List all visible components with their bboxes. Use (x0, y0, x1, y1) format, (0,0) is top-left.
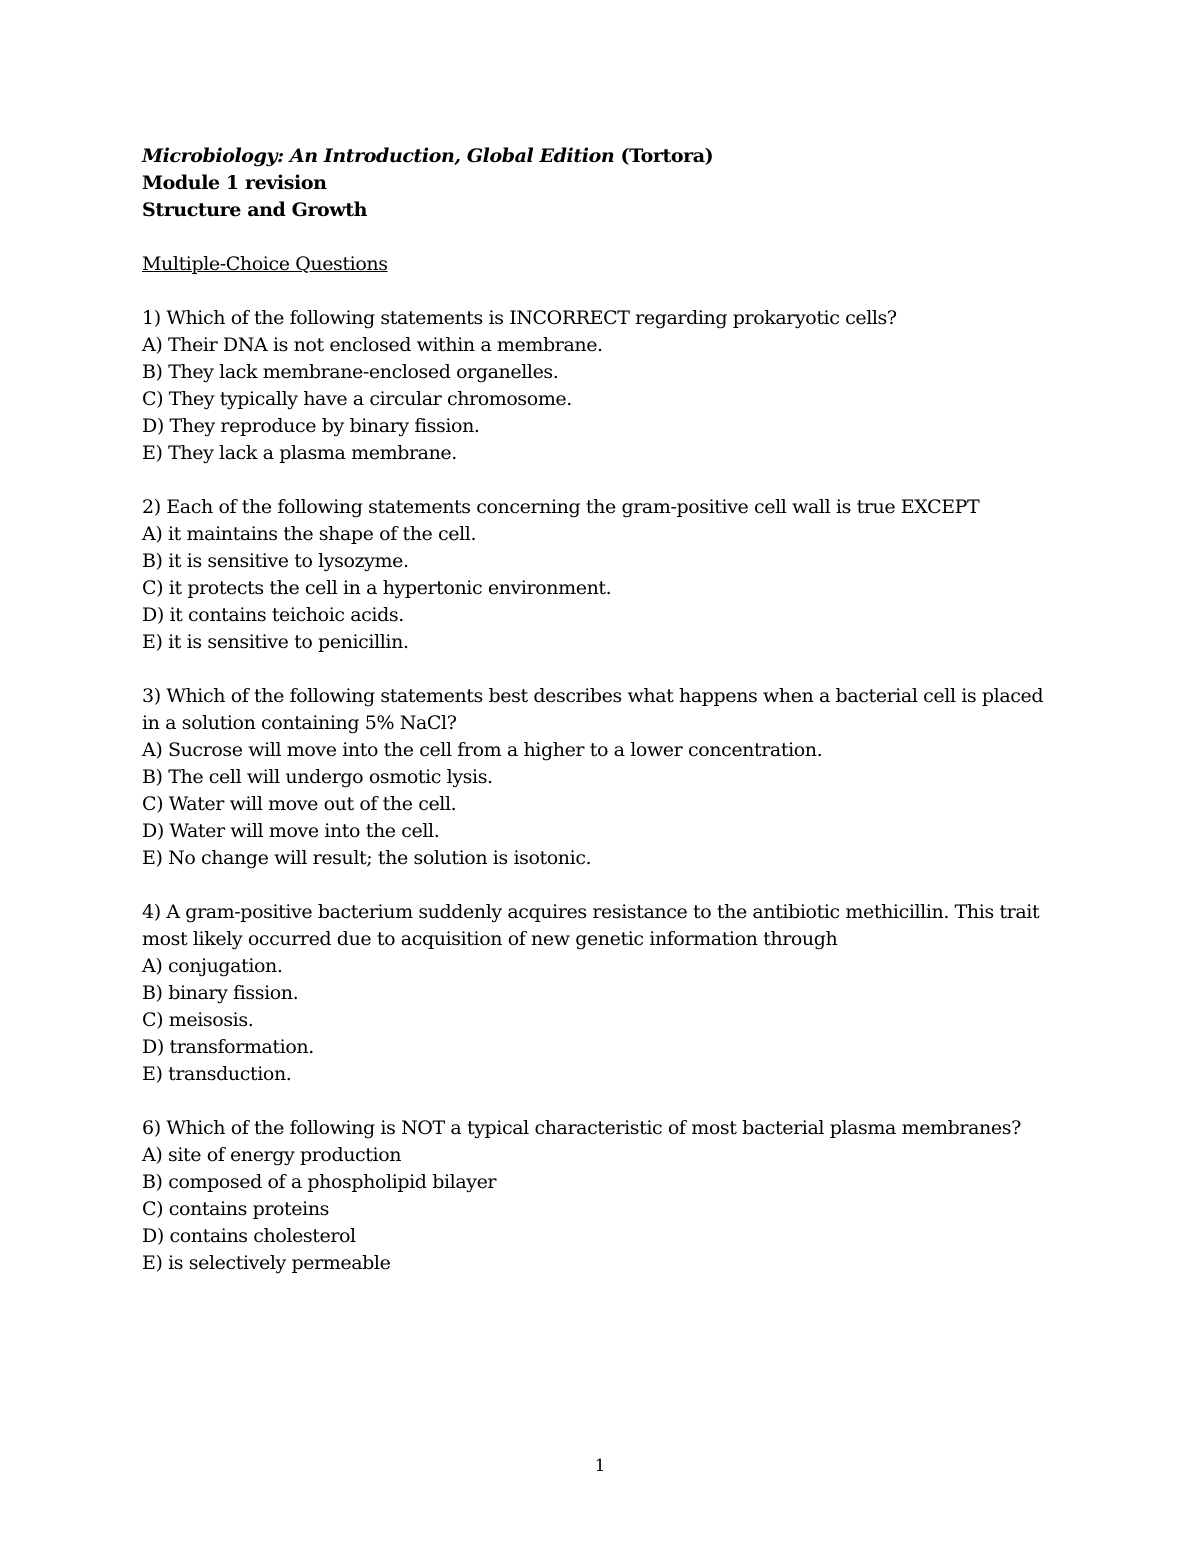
question-text: 2) Each of the following statements concerning the gram-positive cell wall is true EXCEPT (142, 496, 980, 518)
answer-option-c: C) They typically have a circular chromosome. (142, 388, 572, 410)
question-text: 1) Which of the following statements is INCORRECT regarding prokaryotic cells? (142, 307, 897, 329)
page-number: 1 (594, 1456, 606, 1476)
document-title (142, 143, 1082, 170)
answer-option-c: C) meisosis. (142, 1009, 254, 1031)
question-text-line-2: most likely occurred due to acquisition of new genetic information through (142, 928, 838, 950)
book-edition: Global Edition (466, 145, 615, 167)
question-text-line-1: 3) Which of the following statements best describes what happens when a bacterial cell is placed (142, 685, 1044, 707)
book-title: Microbiology: An Introduction, (142, 145, 461, 167)
answer-option-b: B) it is sensitive to lysozyme. (142, 550, 409, 572)
answer-option-b: B) The cell will undergo osmotic lysis. (142, 766, 493, 788)
answer-option-e: E) They lack a plasma membrane. (142, 442, 457, 464)
answer-option-b: B) They lack membrane-enclosed organelles. (142, 361, 559, 383)
answer-option-d: D) contains cholesterol (142, 1225, 356, 1247)
answer-option-c: C) it protects the cell in a hypertonic environment. (142, 577, 612, 599)
answer-option-e: E) is selectively permeable (142, 1252, 391, 1274)
topic-heading: Structure and Growth (142, 199, 368, 221)
question-2 (142, 494, 1082, 656)
answer-option-e: E) it is sensitive to penicillin. (142, 631, 409, 653)
answer-option-d: D) it contains teichoic acids. (142, 604, 404, 626)
answer-option-a: A) Sucrose will move into the cell from a higher to a lower concentration. (142, 739, 823, 761)
answer-option-d: D) They reproduce by binary fission. (142, 415, 480, 437)
answer-option-e: E) No change will result; the solution is isotonic. (142, 847, 592, 869)
answer-option-c: C) Water will move out of the cell. (142, 793, 457, 815)
section-heading: Multiple-Choice Questions (142, 253, 388, 275)
module-heading: Module 1 revision (142, 172, 327, 194)
question-1 (142, 305, 1082, 467)
answer-option-a: A) Their DNA is not enclosed within a membrane. (142, 334, 603, 356)
answer-option-b: B) composed of a phospholipid bilayer (142, 1171, 497, 1193)
document-body (142, 143, 1082, 1277)
answer-option-d: D) transformation. (142, 1036, 314, 1058)
answer-option-b: B) binary fission. (142, 982, 299, 1004)
answer-option-a: A) it maintains the shape of the cell. (142, 523, 477, 545)
answer-option-e: E) transduction. (142, 1063, 292, 1085)
answer-option-d: D) Water will move into the cell. (142, 820, 440, 842)
book-author: (Tortora) (620, 145, 714, 167)
answer-option-c: C) contains proteins (142, 1198, 330, 1220)
question-text: 6) Which of the following is NOT a typical characteristic of most bacterial plasma membranes? (142, 1117, 1021, 1139)
question-text-line-1: 4) A gram-positive bacterium suddenly acquires resistance to the antibiotic methicillin. This trait (142, 901, 1040, 923)
answer-option-a: A) conjugation. (142, 955, 283, 977)
answer-option-a: A) site of energy production (142, 1144, 402, 1166)
question-4 (142, 899, 1082, 1088)
question-text-line-2: in a solution containing 5% NaCl? (142, 712, 457, 734)
question-3 (142, 683, 1082, 872)
question-6 (142, 1115, 1082, 1277)
